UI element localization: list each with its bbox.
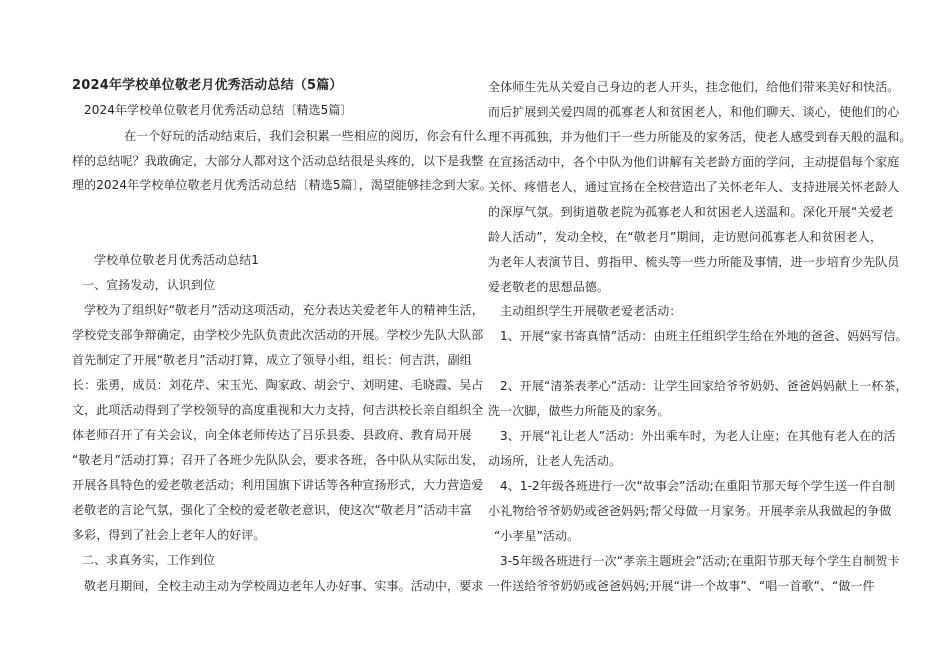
paragraph-line: “敬老月”活动打算；召开了各班少先队队会，要求各班，各中队从实际出发， [72,453,484,467]
subtitle: 2024年学校单位敬老月优秀活动总结〔精选5篇〕 [84,103,353,117]
paragraph-line: 全体师生先从关爱自己身边的老人开头，挂念他们，给他们带来美好和快活。 [488,80,900,94]
paragraph-line: 样的总结呢？我敢确定，大部分人都对这个活动总结很是头疼的，以下是我整 [72,154,484,168]
section-heading: 学校单位敬老月优秀活动总结1 [94,253,260,267]
paragraph-line: 而后扩展到关爱四周的孤寡老人和贫困老人，和他们聊天、谈心，使他们的心 [488,105,900,119]
paragraph-line: 在一个好玩的活动结束后，我们会积累一些相应的阅历，你会有什么 [124,129,488,143]
paragraph-line: 理不再孤独，并为他们干一些力所能及的家务活，使老人感受到春天般的温和。 [488,130,912,144]
paragraph-line: 体老师召开了有关会议，向全体老师传达了吕乐县委、县政府、教育局开展 [72,428,472,442]
paragraph-line: “小孝星”活动。 [494,529,580,543]
paragraph-line: 爱老敬老的思想品德。 [488,280,610,294]
paragraph-line: 龄人活动”，发动全校，在“敬老月”期间，走访慰问孤寡老人和贫困老人， [488,230,883,244]
paragraph-line: 多彩，得到了社会上老年人的好评。 [72,528,266,542]
paragraph-line: 一件送给爷爷奶奶或爸爸妈妈;开展“讲一个故事”、“唱一首歌”、“做一件 [488,579,875,593]
paragraph-line: 为老年人表演节目、剪指甲、梳头等一些力所能及事情，进一步培育少先队员 [488,255,900,269]
paragraph-line: 理的2024年学校单位敬老月优秀活动总结〔精选5篇〕，渴望能够挂念到大家。 [72,178,492,192]
paragraph-line: 小礼物给爷爷奶奶或爸爸妈妈;帮父母做一月家务。开展孝亲从我做起的争做 [488,504,892,518]
paragraph-line: 在宣扬活动中，各个中队为他们讲解有关老龄方面的学问，主动提倡每个家庭 [488,155,900,169]
paragraph-line: 动场所，让老人先活动。 [488,454,622,468]
paragraph-line: 文，此项活动得到了学校领导的高度重视和大力支持，何吉洪校长亲自组织全 [72,403,484,417]
paragraph-line: 老敬老的言论气氛，强化了全校的爱老敬老意识，使这次“敬老月”活动丰富 [72,503,472,517]
paragraph-line: 学校党支部争辩确定，由学校少先队负责此次活动的开展。学校少先队大队部 [72,328,484,342]
paragraph-line: 的深厚气氛。到街道敬老院为孤寡老人和贫困老人送温和。深化开展“关爱老 [488,205,894,219]
list-item: 4、1-2年级各班进行一次“故事会”活动;在重阳节那天每个学生送一件自制 [500,479,896,493]
paragraph-line: 关怀、疼惜老人，通过宣扬在全校营造出了关怀老年人、支持进展关怀老龄人 [488,180,900,194]
list-item: 3-5年级各班进行一次“孝亲主题班会”活动;在重阳节那天每个学生自制贺卡 [500,554,900,568]
paragraph-line: 开展各具特色的爱老敬老活动；利用国旗下讲话等各种宣扬形式，大力营造爱 [72,478,484,492]
list-item: 3、开展“礼让老人”活动：外出乘车时，为老人让座；在其他有老人在的活 [500,429,896,443]
paragraph-line: 学校为了组织好“敬老月”活动这项活动，充分表达关爱老年人的精神生活， [84,303,484,317]
paragraph-line: 敬老月期间，全校主动主动为学校周边老年人办好事、实事。活动中，要求 [84,579,484,593]
paragraph-line: 长：张勇，成员：刘花芹、宋玉光、陶家政、胡会宁、刘明建、毛晓霞、吴占 [72,378,484,392]
document-title: 2024年学校单位敬老月优秀活动总结（5篇） [72,78,343,93]
paragraph-line: 首先制定了开展“敬老月”活动打算，成立了领导小组，组长：何吉洪，副组 [72,353,472,367]
list-item: 2、开展“清茶表孝心”活动：让学生回家给爷爷奶奶、爸爸妈妈献上一杯茶， [500,379,908,393]
paragraph-line: 洗一次脚，做些力所能及的家务。 [488,404,670,418]
subsection-heading: 一、宣扬发动，认识到位 [82,278,216,292]
list-item: 1、开展“家书寄真情”活动：由班主任组织学生给在外地的爸爸、妈妈写信。 [500,329,908,343]
paragraph-line: 主动组织学生开展敬老爱老活动： [500,304,682,318]
subsection-heading: 二、求真务实，工作到位 [82,553,216,567]
